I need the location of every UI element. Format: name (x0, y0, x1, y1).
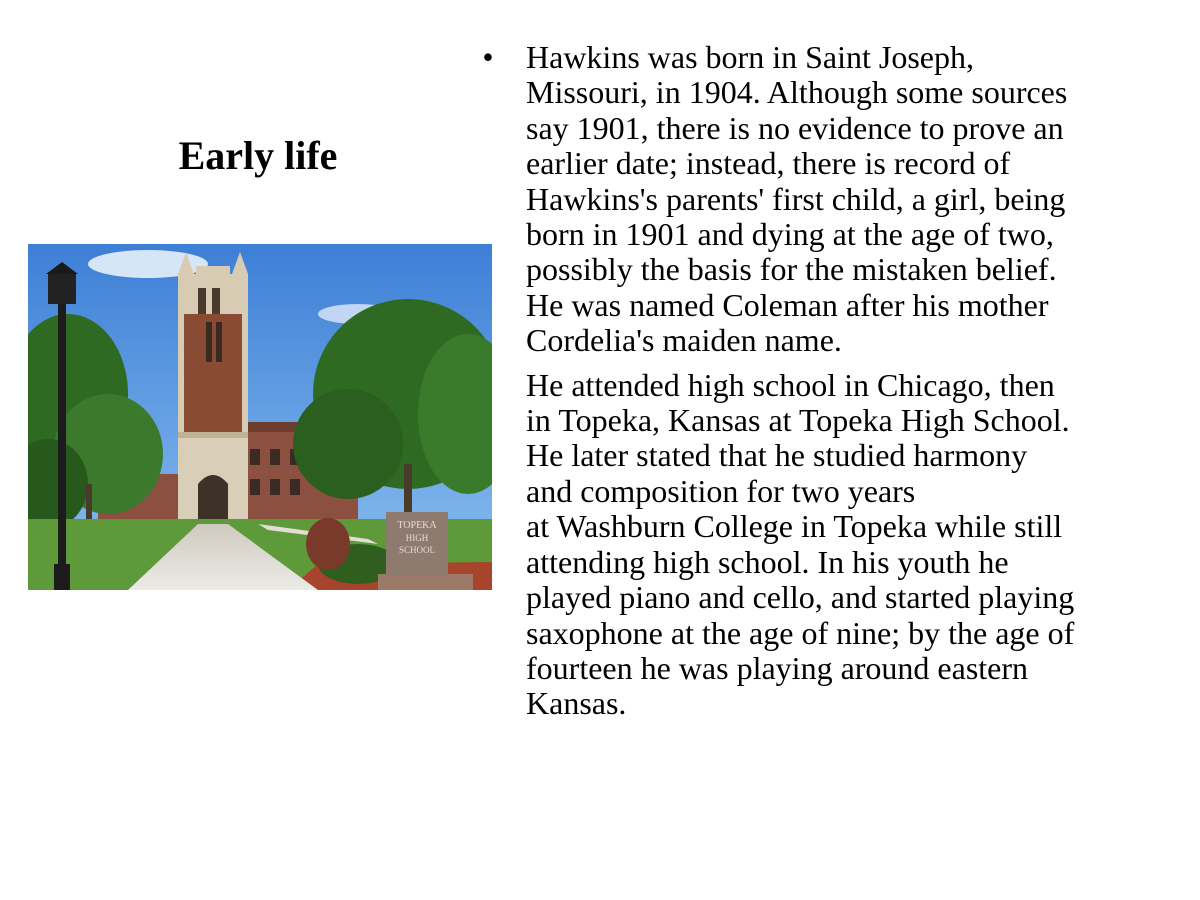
bullet-line: Kansas. (526, 685, 627, 722)
bullet-line: and composition for two years (526, 472, 916, 509)
bullet-line: at Washburn College in Topeka while still (526, 508, 1063, 545)
bullet-line: Missouri, in 1904. Although some sources (526, 74, 1068, 111)
bullet-line: Hawkins's parents' first child, a girl, being (526, 180, 1066, 217)
bullet-line: He later stated that he studied harmony (526, 437, 1028, 474)
bullet-item (478, 368, 1178, 722)
bullet-line: saxophone at the age of nine; by the age of (526, 614, 1075, 651)
bullet-list (478, 40, 1178, 731)
bullet-line: He was named Coleman after his mother (526, 286, 1049, 323)
bullet-marker: • (482, 39, 494, 75)
bullet-line: He attended high school in Chicago, then (526, 366, 1055, 403)
bullet-line: Hawkins was born in Saint Joseph, (526, 39, 974, 75)
bullet-line: attending high school. In his youth he (526, 543, 1009, 580)
slide-title: Early life (178, 133, 338, 178)
bullet-line: say 1901, there is no evidence to prove an (526, 109, 1064, 146)
clock-tower (178, 252, 248, 524)
sign-text-line3: SCHOOL (398, 545, 436, 555)
sign-text-line1: TOPEKA (397, 520, 437, 531)
bullet-line: born in 1901 and dying at the age of two, (526, 216, 1054, 253)
sign-text-line2: HIGH (405, 533, 429, 543)
bullet-line: in Topeka, Kansas at Topeka High School. (526, 402, 1070, 439)
bullet-line: played piano and cello, and started playing (526, 579, 1075, 616)
topeka-high-school-photo (28, 244, 492, 590)
bullet-line: Cordelia's maiden name. (526, 322, 842, 359)
bullet-line: possibly the basis for the mistaken belief. (526, 251, 1057, 288)
bullet-line: earlier date; instead, there is record of (526, 145, 1011, 182)
bullet-line: fourteen he was playing around eastern (526, 649, 1029, 686)
bullet-item (478, 40, 1178, 359)
